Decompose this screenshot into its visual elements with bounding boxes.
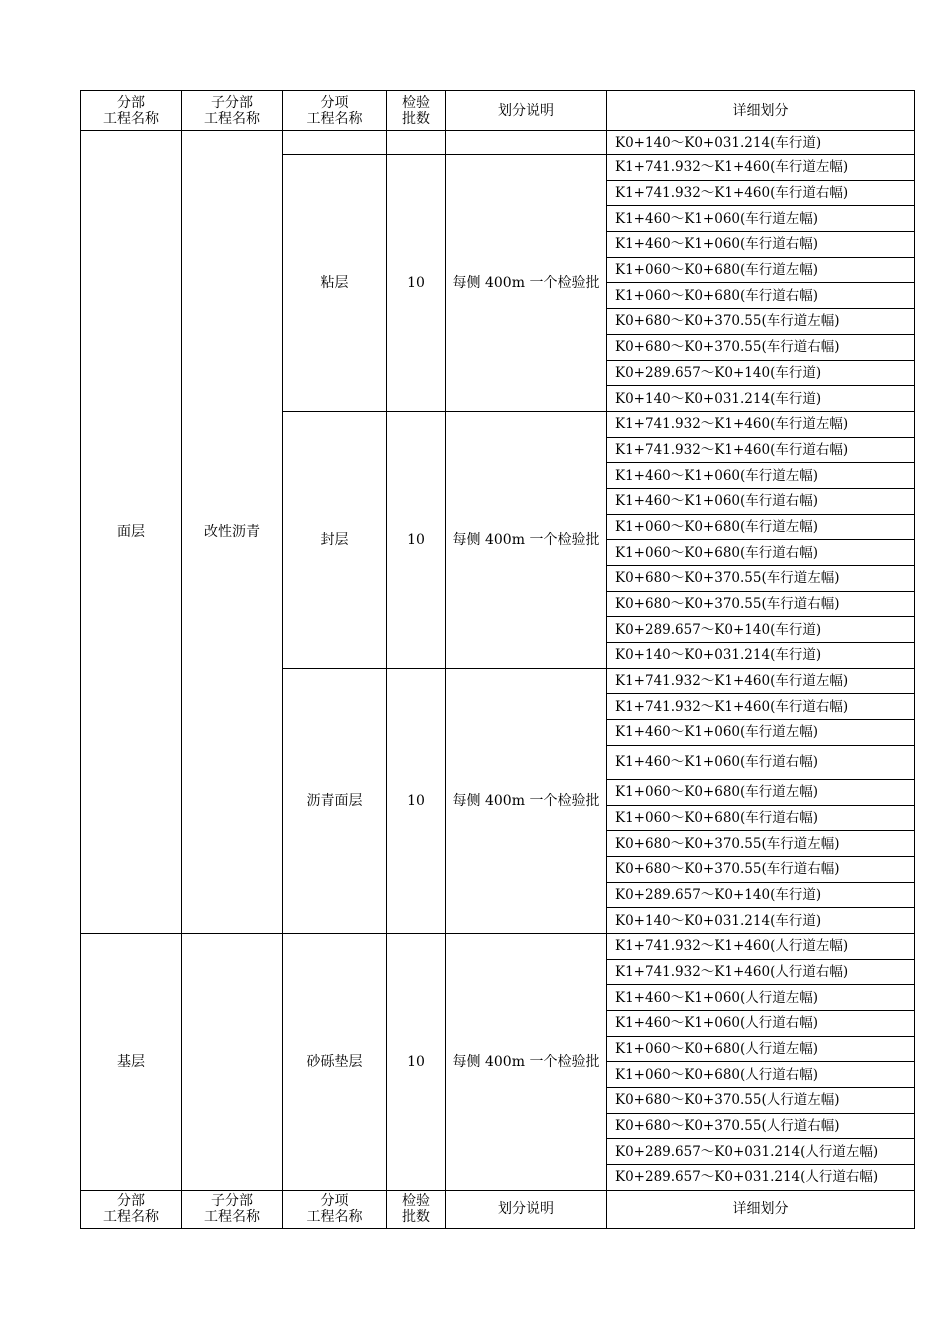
batch-count-cell: 10: [387, 411, 446, 668]
detail-range-cell: K0+140～K0+031.214(车行道): [607, 643, 915, 669]
detail-range-cell: K0+680～K0+370.55(车行道右幅): [607, 856, 915, 882]
detail-range-cell: K0+680～K0+370.55(人行道左幅): [607, 1088, 915, 1114]
batch-count-cell: 10: [387, 155, 446, 412]
detail-range-cell: K1+060～K0+680(车行道左幅): [607, 514, 915, 540]
detail-range-cell: K0+680～K0+370.55(车行道左幅): [607, 831, 915, 857]
detail-range-cell: K0+140～K0+031.214(车行道): [607, 908, 915, 934]
footer-batch-count: 检验 批数: [387, 1190, 446, 1228]
detail-range-cell: K0+289.657～K0+140(车行道): [607, 882, 915, 908]
detail-range-cell: K0+680～K0+370.55(车行道左幅): [607, 566, 915, 592]
detail-range-cell: K0+140～K0+031.214(车行道): [607, 386, 915, 412]
detail-range-cell: K1+460～K1+060(人行道右幅): [607, 1011, 915, 1037]
detail-range-cell: K1+741.932～K1+460(车行道左幅): [607, 155, 915, 181]
detail-range-cell: K1+060～K0+680(车行道右幅): [607, 283, 915, 309]
table-body: [81, 91, 915, 1191]
item-name-cell: [283, 131, 387, 155]
detail-range-cell: K1+060～K0+680(车行道右幅): [607, 540, 915, 566]
footer-item: 分项 工程名称: [283, 1190, 387, 1228]
table-row: [81, 933, 915, 959]
footer-detail: 详细划分: [607, 1190, 915, 1228]
detail-range-cell: K0+680～K0+370.55(人行道右幅): [607, 1113, 915, 1139]
footer-header-row: [81, 1190, 915, 1228]
detail-range-cell: K1+741.932～K1+460(车行道右幅): [607, 694, 915, 720]
batch-count-cell: 10: [387, 668, 446, 933]
division-note-cell: 每侧 400m 一个检验批: [446, 668, 607, 933]
detail-range-cell: K0+289.657～K0+140(车行道): [607, 360, 915, 386]
header-row: [81, 91, 915, 131]
detail-range-cell: K1+460～K1+060(车行道左幅): [607, 720, 915, 746]
detail-range-cell: K0+680～K0+370.55(车行道右幅): [607, 334, 915, 360]
detail-range-cell: K1+741.932～K1+460(车行道左幅): [607, 668, 915, 694]
subdivision-name-cell: [182, 933, 283, 1190]
detail-range-cell: K1+741.932～K1+460(车行道左幅): [607, 411, 915, 437]
division-note-cell: 每侧 400m 一个检验批: [446, 933, 607, 1190]
header-batch-count: 检验 批数: [387, 91, 446, 131]
detail-range-cell: K0+289.657～K0+140(车行道): [607, 617, 915, 643]
item-name-cell: 封层: [283, 411, 387, 668]
subdivision-name-cell: 改性沥青: [182, 131, 283, 934]
division-table: [80, 90, 915, 1229]
detail-range-cell: K1+060～K0+680(人行道左幅): [607, 1036, 915, 1062]
detail-range-cell: K1+741.932～K1+460(人行道左幅): [607, 933, 915, 959]
footer-note: 划分说明: [446, 1190, 607, 1228]
header-item: 分项 工程名称: [283, 91, 387, 131]
detail-range-cell: K1+741.932～K1+460(车行道右幅): [607, 180, 915, 206]
batch-count-cell: [387, 131, 446, 155]
detail-range-cell: K1+460～K1+060(车行道右幅): [607, 488, 915, 514]
table-row: [81, 131, 915, 155]
detail-range-cell: K1+460～K1+060(车行道左幅): [607, 463, 915, 489]
detail-range-cell: K1+460～K1+060(车行道左幅): [607, 206, 915, 232]
division-note-cell: [446, 131, 607, 155]
detail-range-cell: K0+289.657～K0+031.214(人行道右幅): [607, 1165, 915, 1191]
footer-subdivision: 子分部 工程名称: [182, 1190, 283, 1228]
detail-range-cell: K1+460～K1+060(车行道右幅): [607, 232, 915, 258]
detail-range-cell: K0+680～K0+370.55(车行道左幅): [607, 309, 915, 335]
detail-range-cell: K1+060～K0+680(车行道左幅): [607, 779, 915, 805]
item-name-cell: 粘层: [283, 155, 387, 412]
detail-range-cell: K1+460～K1+060(车行道右幅): [607, 745, 915, 779]
division-name-cell: 面层: [81, 131, 182, 934]
detail-range-cell: K1+060～K0+680(人行道右幅): [607, 1062, 915, 1088]
detail-range-cell: K1+741.932～K1+460(车行道右幅): [607, 437, 915, 463]
division-note-cell: 每侧 400m 一个检验批: [446, 411, 607, 668]
header-detail: 详细划分: [607, 91, 915, 131]
batch-count-cell: 10: [387, 933, 446, 1190]
footer-division: 分部 工程名称: [81, 1190, 182, 1228]
item-name-cell: 沥青面层: [283, 668, 387, 933]
detail-range-cell: K0+289.657～K0+031.214(人行道左幅): [607, 1139, 915, 1165]
header-subdivision: 子分部 工程名称: [182, 91, 283, 131]
detail-range-cell: K0+680～K0+370.55(车行道右幅): [607, 591, 915, 617]
division-note-cell: 每侧 400m 一个检验批: [446, 155, 607, 412]
header-division: 分部 工程名称: [81, 91, 182, 131]
detail-range-cell: K0+140～K0+031.214(车行道): [607, 131, 915, 155]
detail-range-cell: K1+060～K0+680(车行道左幅): [607, 257, 915, 283]
detail-range-cell: K1+741.932～K1+460(人行道右幅): [607, 959, 915, 985]
division-name-cell: 基层: [81, 933, 182, 1190]
item-name-cell: 砂砾垫层: [283, 933, 387, 1190]
header-note: 划分说明: [446, 91, 607, 131]
detail-range-cell: K1+060～K0+680(车行道右幅): [607, 805, 915, 831]
detail-range-cell: K1+460～K1+060(人行道左幅): [607, 985, 915, 1011]
